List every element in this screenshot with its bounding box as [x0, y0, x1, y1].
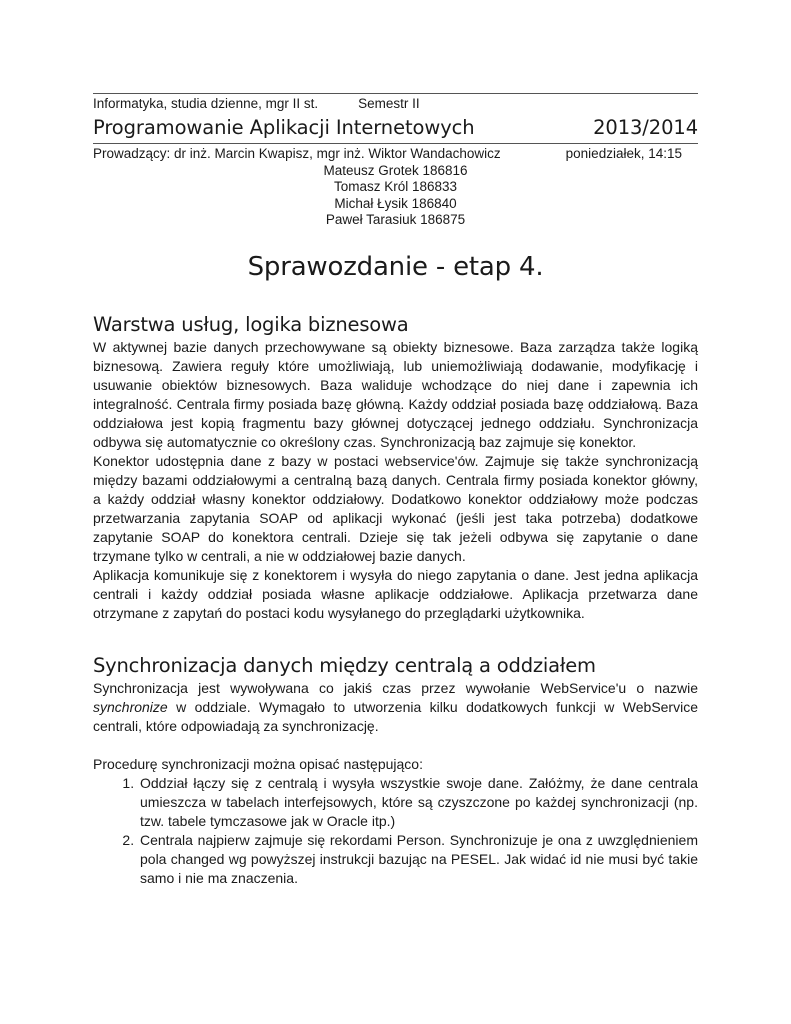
paragraph: Aplikacja komunikuje się z konektorem i wysyła do niego zapytania o dane. Jest jedna aplikacja centrali i każdy oddział posiada własne aplikacje oddziałowe. Aplikacja przetwarza dane otrzymane z zapytań do postaci kodu wysyłanego do przeglądarki użytkownika. [93, 567, 698, 622]
list-item: 2. Centrala najpierw zajmuje się rekordami Person. Synchronizuje je ona z uwzględnieniem pola changed wg powyższej instrukcji bazując na PESEL. Jak widać id nie musi być takie samo i nie ma znaczenia. [138, 831, 698, 888]
instructors: Prowadzący: dr inż. Marcin Kwapisz, mgr inż. Wiktor Wandachowicz [93, 146, 501, 161]
author: Mateusz Grotek 186816 [323, 163, 468, 178]
document-page [93, 93, 698, 888]
sync-intro-paragraph [93, 679, 698, 736]
spacer [93, 736, 698, 755]
list-item: 1. Oddział łączy się z centralą i wysyła wszystkie swoje dane. Załóżmy, że dane centrala umieszcza w tabelach interfejsowych, które są czyszczone po każdej synchronizacji (np. tzw. tabele tymczasowe jak w Oracle itp.) [138, 774, 698, 831]
paragraph: Konektor udostępnia dane z bazy w postaci webservice'ów. Zajmuje się także synchronizacją między bazami oddziałowymi a centralną bazą danych. Centrala firmy posiada konektor główny, a każdy oddział własny konektor oddziałowy. Dodatkowo konektor oddziałowy może podczas przetwarzania zapytania SOAP od aplikacji wykonać (jeśli jest taka potrzeba) dodatkowe zapytanie SOAP do konektora centrali. Dzieje się tak jeżeli odbywa się zapytanie o dane trzymane tylko w centrali, a nie w oddziałowej bazie danych. [93, 453, 698, 565]
author: Paweł Tarasiuk 186875 [325, 211, 466, 227]
course-title: Programowanie Aplikacji Internetowych [93, 116, 475, 139]
course-info-line [93, 94, 698, 113]
section-heading-services: Warstwa usług, logika biznesowa [93, 313, 409, 337]
paragraph: W aktywnej bazie danych przechowywane są obiekty biznesowe. Baza zarządza także logiką biznesową. Zawiera reguły które umożliwiają, lub uniemożliwiają dodawanie, modyfikację i usuwanie obiektów biznesowych. Baza waliduje wchodzące do niej dane i zapewnia ich integralność. Centrala firmy posiada bazę główną. Każdy oddział posiada bazę oddziałową. Baza oddziałowa jest kopią fragmentu bazy głównej dotyczącej jednego oddziału. Synchronizacja odbywa się automatycznie co określony czas. Synchronizacją baz zajmuje się konektor. [93, 339, 698, 451]
section-heading-sync: Synchronizacja danych między centralą a oddziałem [93, 654, 596, 678]
instructors-row [93, 146, 698, 162]
author: Michał Łysik 186840 [334, 195, 457, 211]
academic-year: 2013/2014 [593, 116, 698, 139]
authors-list [93, 163, 698, 228]
schedule: poniedziałek, 14:15 [565, 146, 682, 161]
procedure-steps-list [93, 774, 698, 888]
author: Tomasz Król 186833 [333, 179, 458, 195]
sync-intro-text: Synchronizacja jest wywoływana co jakiś czas przez wywołanie WebService'u o nazwie [93, 680, 698, 697]
semester: Semestr II [358, 96, 420, 111]
course-title-row [93, 113, 698, 144]
procedure-intro: Procedurę synchronizacji można opisać następująco: [93, 756, 423, 773]
course-line: Informatyka, studia dzienne, mgr II st. [93, 96, 319, 111]
document-title: Sprawozdanie - etap 4. [247, 252, 544, 283]
sync-intro-text-end: w oddziale. Wymagało to utworzenia kilku dodatkowych funkcji w WebService centrali, które odpowiadają za synchronizację. [93, 699, 698, 735]
sync-function-name: synchronize [93, 699, 168, 716]
